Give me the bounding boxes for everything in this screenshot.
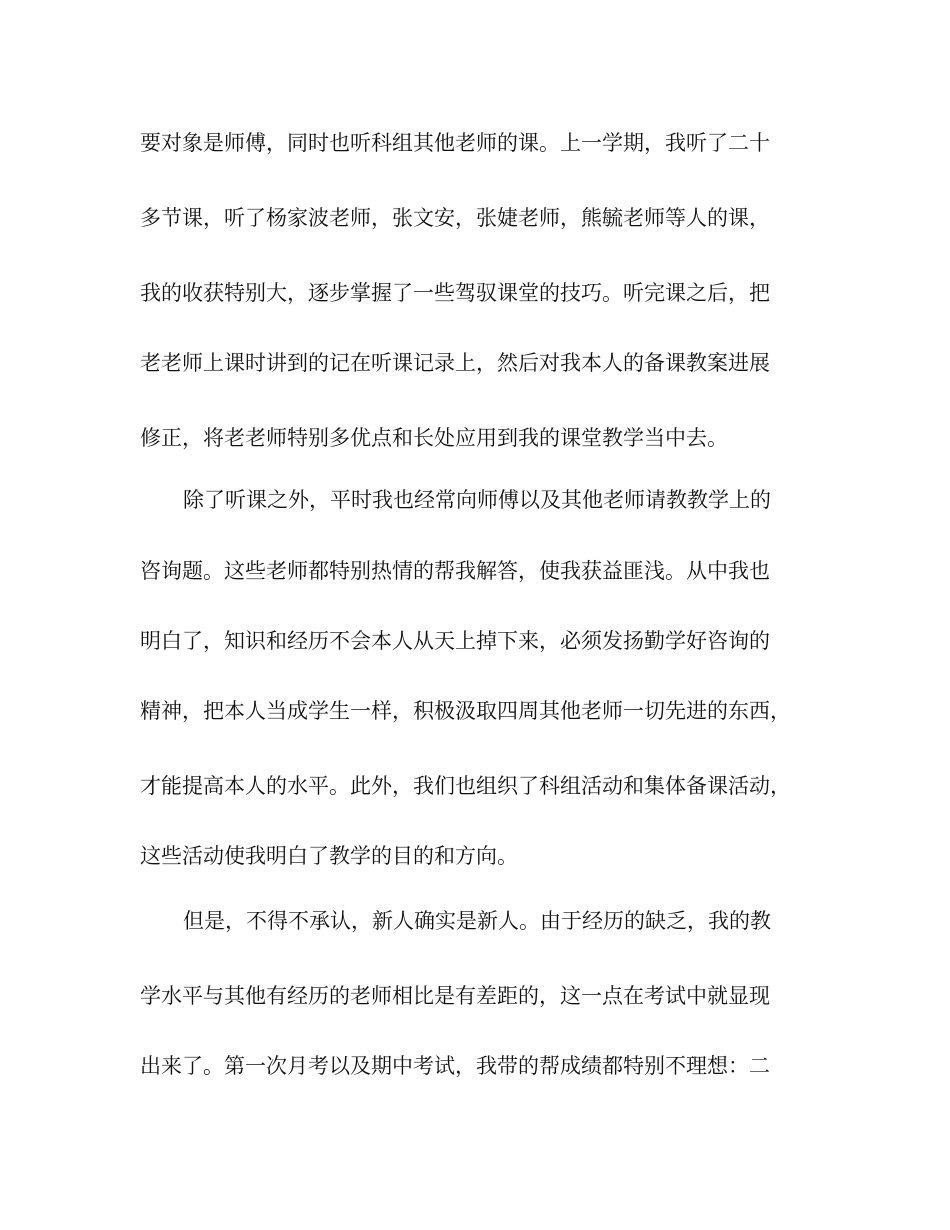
- text-line: 老老师上课时讲到的记在听课记录上，然后对我本人的备课教案进展: [140, 351, 770, 375]
- text-line: 出来了。第一次月考以及期中考试，我带的帮成绩都特别不理想：二: [140, 1054, 770, 1078]
- text-line: 咨询题。这些老师都特别热情的帮我解答，使我获益匪浅。从中我也: [140, 559, 770, 583]
- text-line: 精神，把本人当成学生一样，积极汲取四周其他老师一切先进的东西，: [140, 699, 791, 723]
- text-line: 明白了，知识和经历不会本人从天上掉下来，必须发扬勤学好咨询的: [140, 629, 770, 653]
- paragraph-start-line: 除了听课之外，平时我也经常向师傅以及其他老师请教教学上的: [183, 488, 771, 512]
- text-line: 多节课，听了杨家波老师，张文安，张婕老师，熊毓老师等人的课，: [140, 206, 770, 230]
- text-line: 这些活动使我明白了教学的目的和方向。: [140, 844, 518, 868]
- text-line: 要对象是师傅，同时也听科组其他老师的课。上一学期，我听了二十: [140, 131, 770, 155]
- text-line: 才能提高本人的水平。此外，我们也组织了科组活动和集体备课活动，: [140, 774, 791, 798]
- paragraph-start-line: 但是，不得不承认，新人确实是新人。由于经历的缺乏，我的教: [183, 909, 771, 933]
- text-line: 我的收获特别大，逐步掌握了一些驾驭课堂的技巧。听完课之后，把: [140, 281, 770, 305]
- text-line: 修正，将老老师特别多优点和长处应用到我的课堂教学当中去。: [140, 426, 728, 450]
- text-line: 学水平与其他有经历的老师相比是有差距的，这一点在考试中就显现: [140, 984, 770, 1008]
